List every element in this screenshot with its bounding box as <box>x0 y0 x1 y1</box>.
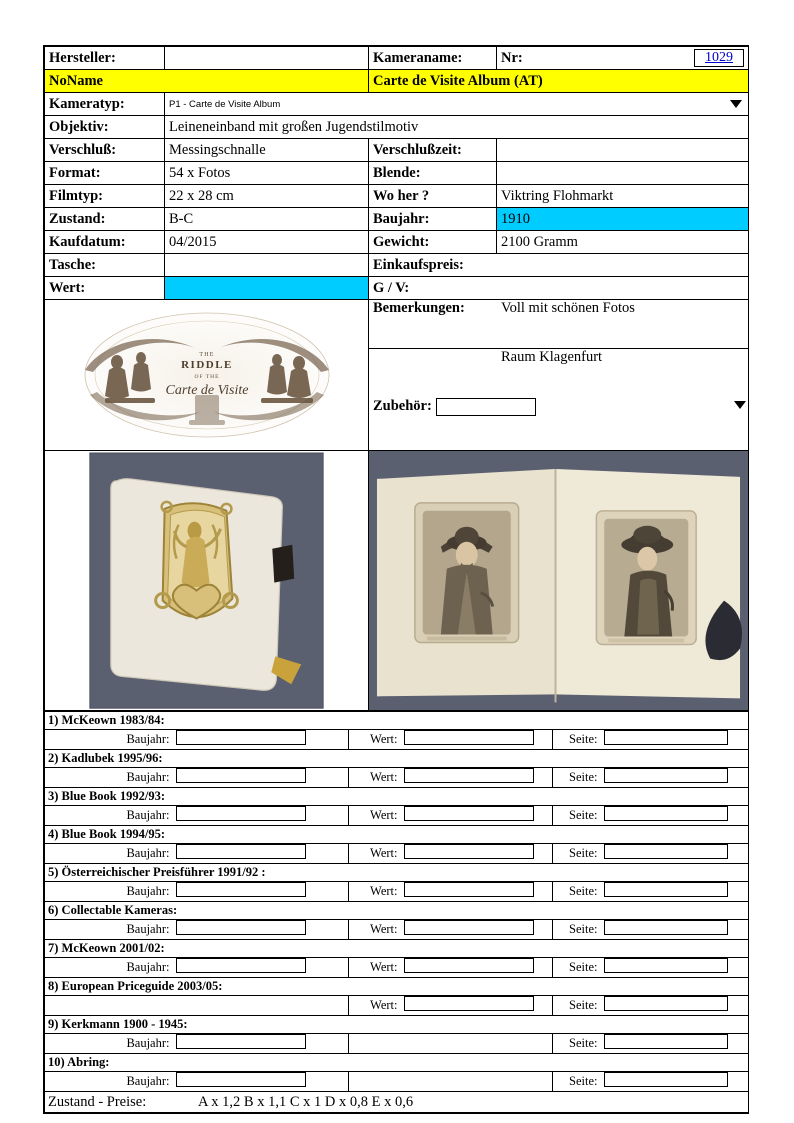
table-row-title <box>45 1016 749 1034</box>
row-wert <box>45 277 749 300</box>
label-kameratyp: Kameratyp: <box>45 93 165 116</box>
table-row-title <box>45 864 749 882</box>
ref-9-seite-label: Seite: <box>553 1034 601 1054</box>
row-photos <box>45 451 749 711</box>
ref-1-baujahr-label: Baujahr: <box>45 730 173 750</box>
reference-price-table <box>44 711 749 1113</box>
ref-title-4: 4) Blue Book 1994/95: <box>45 826 749 844</box>
table-row <box>45 958 749 978</box>
ref-6-wert-label: Wert: <box>349 920 401 940</box>
ref-5-baujahr-input[interactable] <box>173 882 349 902</box>
ref-3-seite-input[interactable] <box>601 806 749 826</box>
ref-5-seite-label: Seite: <box>553 882 601 902</box>
ref-2-seite-label: Seite: <box>553 768 601 788</box>
table-row <box>45 730 749 750</box>
ref-1-wert-label: Wert: <box>349 730 401 750</box>
value-bemerkungen-line1: Voll mit schönen Fotos <box>497 300 748 349</box>
label-nr: Nr: <box>501 49 523 66</box>
value-blende <box>497 162 749 185</box>
zustand-preise-label: Zustand - Preise: <box>48 1093 147 1110</box>
ref-4-wert-input[interactable] <box>401 844 553 864</box>
photo-cell-closed-album <box>45 451 369 711</box>
ref-8-baujahr-empty <box>173 996 349 1016</box>
table-row-title <box>45 902 749 920</box>
bemerkungen-spacer <box>369 349 497 398</box>
label-filmtyp: Filmtyp: <box>45 185 165 208</box>
ref-8-seite-input[interactable] <box>601 996 749 1016</box>
row-tasche <box>45 254 749 277</box>
photo-album-closed <box>45 451 368 710</box>
table-row <box>45 996 749 1016</box>
engraving-line2: RIDDLE <box>181 359 233 371</box>
ref-title-7: 7) McKeown 2001/02: <box>45 940 749 958</box>
photo-album-open <box>369 451 748 710</box>
value-gewicht: 2100 Gramm <box>497 231 749 254</box>
ref-7-baujahr-input[interactable] <box>173 958 349 978</box>
cell-hersteller-empty <box>165 47 369 70</box>
ref-title-5: 5) Österreichischer Preisführer 1991/92 : <box>45 864 749 882</box>
main-info-table <box>44 46 749 711</box>
zustand-preise-values: A x 1,2 B x 1,1 C x 1 D x 0,8 E x 0,6 <box>198 1093 414 1110</box>
label-einkaufspreis: Einkaufspreis: <box>369 254 749 277</box>
ref-10-seite-input[interactable] <box>601 1072 749 1092</box>
ref-7-seite-label: Seite: <box>553 958 601 978</box>
label-objektiv: Objektiv: <box>45 116 165 139</box>
table-row-title <box>45 940 749 958</box>
ref-9-wert-label <box>349 1034 401 1054</box>
ref-3-wert-input[interactable] <box>401 806 553 826</box>
engraving-line1: THE <box>199 352 215 358</box>
ref-7-baujahr-label: Baujahr: <box>45 958 173 978</box>
camera-record-sheet <box>43 45 749 1114</box>
table-row-title <box>45 1054 749 1072</box>
ref-title-1: 1) McKeown 1983/84: <box>45 712 749 730</box>
ref-6-wert-input[interactable] <box>401 920 553 940</box>
ref-1-seite-label: Seite: <box>553 730 601 750</box>
ref-title-8: 8) European Priceguide 2003/05: <box>45 978 749 996</box>
ref-9-seite-input[interactable] <box>601 1034 749 1054</box>
zustand-preise-row <box>45 1092 749 1113</box>
ref-7-wert-input[interactable] <box>401 958 553 978</box>
table-row-title <box>45 788 749 806</box>
value-baujahr: 1910 <box>497 208 749 231</box>
ref-5-seite-input[interactable] <box>601 882 749 902</box>
ref-3-seite-label: Seite: <box>553 806 601 826</box>
label-woher: Wo her ? <box>369 185 497 208</box>
ref-9-wert-empty <box>401 1034 553 1054</box>
carte-de-visite-engraving <box>45 300 368 450</box>
ref-8-baujahr-label <box>45 996 173 1016</box>
row-hersteller-kameraname <box>45 47 749 70</box>
ref-7-wert-label: Wert: <box>349 958 401 978</box>
value-woher: Viktring Flohmarkt <box>497 185 749 208</box>
value-verschlusszeit <box>497 139 749 162</box>
table-row-title <box>45 978 749 996</box>
table-row <box>45 844 749 864</box>
ref-4-baujahr-input[interactable] <box>173 844 349 864</box>
ref-title-3: 3) Blue Book 1992/93: <box>45 788 749 806</box>
ref-5-wert-label: Wert: <box>349 882 401 902</box>
value-bemerkungen-line2: Raum Klagenfurt <box>501 349 603 366</box>
ref-2-baujahr-input[interactable] <box>173 768 349 788</box>
label-baujahr: Baujahr: <box>369 208 497 231</box>
label-format: Format: <box>45 162 165 185</box>
label-gewicht: Gewicht: <box>369 231 497 254</box>
ref-10-wert-label <box>349 1072 401 1092</box>
ref-6-seite-input[interactable] <box>601 920 749 940</box>
row-illustration-remarks <box>45 300 749 451</box>
table-row-footer <box>45 1092 749 1113</box>
table-row <box>45 1072 749 1092</box>
cell-nr <box>497 47 749 70</box>
ref-10-seite-label: Seite: <box>553 1072 601 1092</box>
label-kaufdatum: Kaufdatum: <box>45 231 165 254</box>
label-zubehoer: Zubehör: <box>373 397 432 414</box>
ref-8-seite-label: Seite: <box>553 996 601 1016</box>
value-kaufdatum: 04/2015 <box>165 231 369 254</box>
ref-4-seite-label: Seite: <box>553 844 601 864</box>
ref-6-baujahr-input[interactable] <box>173 920 349 940</box>
label-blende: Blende: <box>369 162 497 185</box>
ref-2-baujahr-label: Baujahr: <box>45 768 173 788</box>
ref-3-baujahr-label: Baujahr: <box>45 806 173 826</box>
ref-6-baujahr-label: Baujahr: <box>45 920 173 940</box>
ref-title-10: 10) Abring: <box>45 1054 749 1072</box>
value-filmtyp: 22 x 28 cm <box>165 185 369 208</box>
ref-9-baujahr-label: Baujahr: <box>45 1034 173 1054</box>
value-format: 54 x Fotos <box>165 162 369 185</box>
label-verschlusszeit: Verschlußzeit: <box>369 139 497 162</box>
engraving-svg <box>45 300 368 450</box>
label-bemerkungen: Bemerkungen: <box>369 300 497 349</box>
table-row <box>45 768 749 788</box>
cell-illustration <box>45 300 369 451</box>
ref-title-6: 6) Collectable Kameras: <box>45 902 749 920</box>
nr-value-link[interactable]: 1029 <box>694 49 744 67</box>
ref-2-seite-input[interactable] <box>601 768 749 788</box>
row-zustand <box>45 208 749 231</box>
table-row-title <box>45 712 749 730</box>
ref-title-2: 2) Kadlubek 1995/96: <box>45 750 749 768</box>
reference-rows <box>45 712 749 1113</box>
zubehoer-input[interactable] <box>436 398 536 416</box>
label-verschluss: Verschluß: <box>45 139 165 162</box>
row-objektiv <box>45 116 749 139</box>
value-hersteller: NoName <box>45 70 369 93</box>
ref-4-baujahr-label: Baujahr: <box>45 844 173 864</box>
ref-10-baujahr-label: Baujahr: <box>45 1072 173 1092</box>
ref-5-baujahr-label: Baujahr: <box>45 882 173 902</box>
ref-1-baujahr-input[interactable] <box>173 730 349 750</box>
table-row-title <box>45 826 749 844</box>
photo-cell-open-album <box>369 451 749 711</box>
value-kameraname: Carte de Visite Album (AT) <box>369 70 749 93</box>
ref-3-wert-label: Wert: <box>349 806 401 826</box>
table-row <box>45 882 749 902</box>
ref-1-seite-input[interactable] <box>601 730 749 750</box>
engraving-line4: Carte de Visite <box>165 383 249 398</box>
value-objektiv: Leineneinband mit großen Jugendstilmotiv <box>165 116 749 139</box>
ref-8-wert-input[interactable] <box>401 996 553 1016</box>
ref-7-seite-input[interactable] <box>601 958 749 978</box>
label-gv: G / V: <box>369 277 749 300</box>
chevron-down-icon[interactable] <box>728 97 744 111</box>
table-row <box>45 920 749 940</box>
ref-5-wert-input[interactable] <box>401 882 553 902</box>
row-values-highlight <box>45 70 749 93</box>
ref-8-wert-label: Wert: <box>349 996 401 1016</box>
value-zustand: B-C <box>165 208 369 231</box>
label-hersteller: Hersteller: <box>45 47 165 70</box>
ref-6-seite-label: Seite: <box>553 920 601 940</box>
ref-3-baujahr-input[interactable] <box>173 806 349 826</box>
value-wert <box>165 277 369 300</box>
ref-4-seite-input[interactable] <box>601 844 749 864</box>
label-zustand: Zustand: <box>45 208 165 231</box>
ref-2-wert-label: Wert: <box>349 768 401 788</box>
ref-title-9: 9) Kerkmann 1900 - 1945: <box>45 1016 749 1034</box>
ref-9-baujahr-input[interactable] <box>173 1034 349 1054</box>
ref-10-baujahr-input[interactable] <box>173 1072 349 1092</box>
value-kameratyp: P1 - Carte de Visite Album <box>169 98 281 110</box>
cell-kameratyp <box>165 93 749 116</box>
row-kameratyp <box>45 93 749 116</box>
row-format <box>45 162 749 185</box>
engraving-line3: OF THE <box>194 374 220 380</box>
label-wert: Wert: <box>45 277 165 300</box>
value-tasche <box>165 254 369 277</box>
label-tasche: Tasche: <box>45 254 165 277</box>
table-row-title <box>45 750 749 768</box>
table-row <box>45 806 749 826</box>
row-verschluss <box>45 139 749 162</box>
row-kaufdatum <box>45 231 749 254</box>
chevron-down-icon-zubehoer[interactable] <box>732 398 748 412</box>
label-kameraname: Kameraname: <box>369 47 497 70</box>
value-verschluss: Messingschnalle <box>165 139 369 162</box>
ref-2-wert-input[interactable] <box>401 768 553 788</box>
cell-zubehoer <box>369 398 748 450</box>
cell-remarks <box>369 300 749 451</box>
ref-10-wert-empty <box>401 1072 553 1092</box>
ref-1-wert-input[interactable] <box>401 730 553 750</box>
table-row <box>45 1034 749 1054</box>
ref-4-wert-label: Wert: <box>349 844 401 864</box>
row-filmtyp <box>45 185 749 208</box>
